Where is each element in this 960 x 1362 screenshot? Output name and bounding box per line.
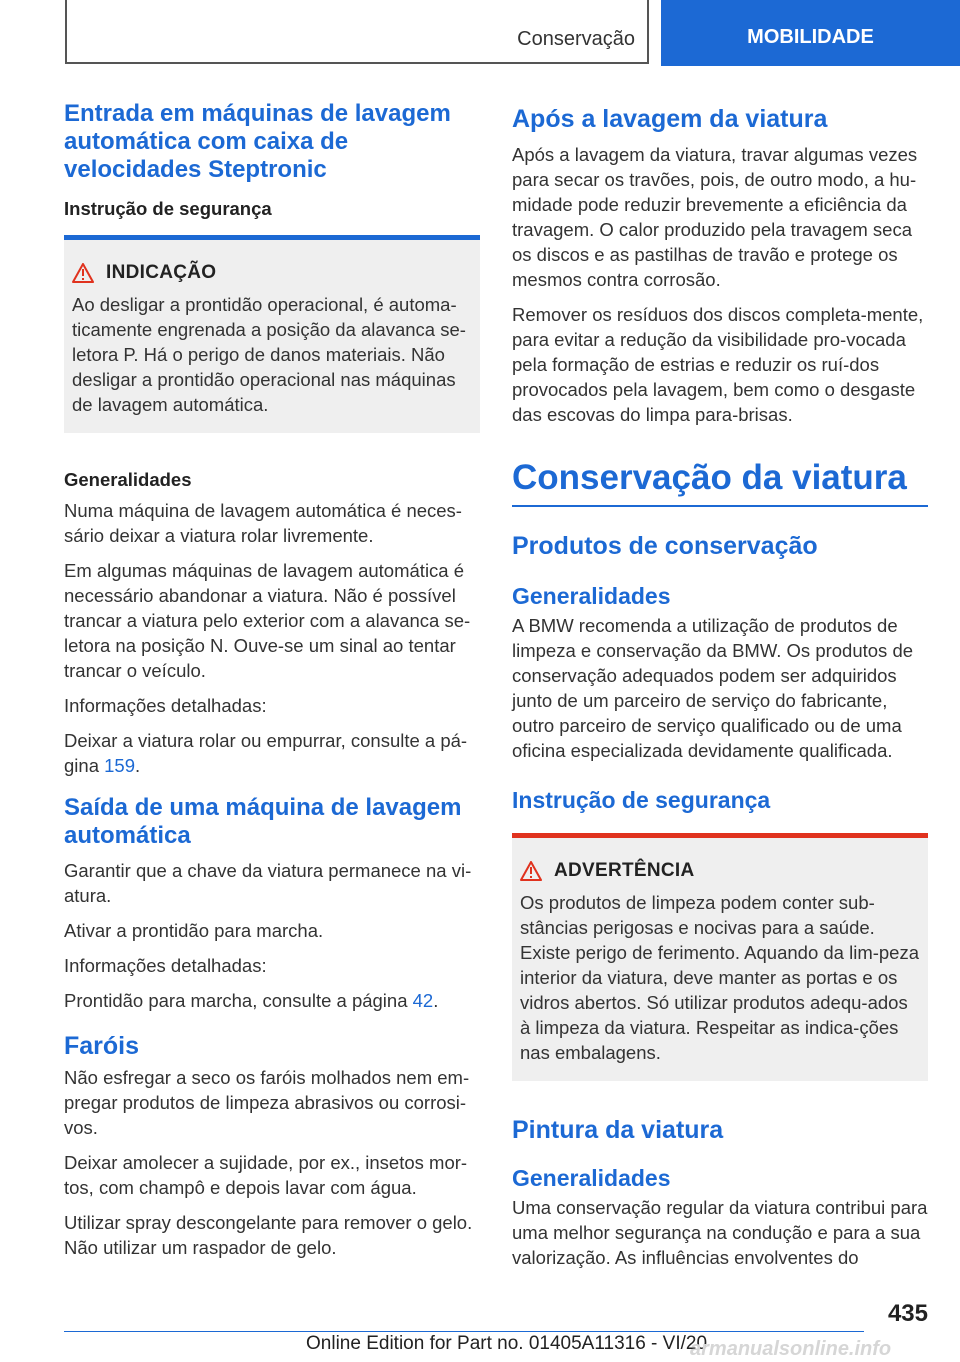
page-link-42[interactable]: 42 — [412, 990, 434, 1011]
notice-title: INDICAÇÃO — [106, 262, 217, 283]
paragraph: Garantir que a chave da viatura permanece na vi-atura. — [64, 860, 472, 906]
right-column — [512, 100, 928, 1280]
paragraph-text: Deixar a viatura rolar ou empurrar, consulte a pá-gina — [64, 730, 468, 776]
paragraph: Uma conservação regular da viatura contribui para uma melhor segurança na condução e para a sua valorização. As influências envolventes do — [512, 1197, 928, 1268]
notice-header — [72, 262, 472, 284]
heading-headlights: Faróis — [64, 1032, 140, 1060]
header-chapter-tab: MOBILIDADE — [661, 0, 960, 66]
heading-safety: Instrução de segurança — [512, 787, 771, 813]
edition-text: Online Edition for Part no. 01405A11316 - VI/20 — [306, 1333, 708, 1354]
paragraph: Deixar amolecer a sujidade, por ex., insetos mor-tos, com champô e depois lavar com água. — [64, 1152, 468, 1198]
heading-automatic-wash-entry: Entrada em máquinas de lavagem automática com caixa de velocidades Steptronic — [64, 100, 451, 183]
paragraph-with-link — [64, 988, 480, 1013]
warning-title: ADVERTÊNCIA — [554, 860, 695, 881]
warning-text: Os produtos de limpeza podem conter sub-stâncias perigosas e nocivas para a saúde. Existe perigo de ferimento. Aquando da lim-peza interior da viatura, deve manter as portas e os vidros abertos. Só utilizar produtos adequ-ados à limpeza da viatura. Respeitar as indica-ções nas embalagens. — [520, 892, 920, 1063]
heading-vehicle-care: Conservação da viatura — [512, 458, 907, 497]
warning-header — [520, 860, 920, 882]
paragraph: Ativar a prontidão para marcha. — [64, 920, 324, 941]
paragraph-with-link — [64, 728, 480, 778]
heading-after-washing: Após a lavagem da viatura — [512, 105, 828, 133]
paragraph: Após a lavagem da viatura, travar algumas vezes para secar os travões, pois, de outro modo, a hu-midade pode reduzir brevemente a eficiência da travagem. O calor produzido pela travagem seca os discos e as pastilhas de travão e protege os mesmos contra corrosão. — [512, 144, 918, 290]
heading-automatic-wash-exit: Saída de uma máquina de lavagem automática — [64, 794, 462, 849]
warning-triangle-icon — [520, 861, 542, 881]
subheading-general: Generalidades — [64, 469, 192, 490]
watermark: armanualsonline.info — [690, 1338, 892, 1360]
page-number: 435 — [887, 1300, 928, 1327]
warning-box — [512, 833, 928, 1081]
paragraph-text-end: . — [433, 990, 439, 1011]
paragraph: Remover os resíduos dos discos completa-mente, para evitar a redução da visibilidade pro-vocada pela formação de estrias e reduzir os ruí-dos provocados pela lavagem, bem como o desgaste das escovas do limpa para-brisas. — [512, 304, 924, 425]
subheading-safety: Instrução de segurança — [64, 198, 272, 219]
header-section-box — [65, 0, 649, 64]
footer-rule — [64, 1331, 864, 1332]
heading-general-paint: Generalidades — [512, 1165, 671, 1191]
heading-rule — [512, 505, 928, 507]
paragraph: Utilizar spray descongelante para remover o gelo. Não utilizar um raspador de gelo. — [64, 1212, 473, 1258]
paragraph-text-end: . — [135, 755, 141, 776]
page-link-159[interactable]: 159 — [104, 755, 135, 776]
header-section-title: Conservação — [517, 28, 635, 50]
paragraph-text: Prontidão para marcha, consulte a página — [64, 990, 413, 1011]
paragraph: Numa máquina de lavagem automática é neces-sário deixar a viatura rolar livremente. — [64, 500, 462, 546]
paragraph: A BMW recomenda a utilização de produtos de limpeza e conservação da BMW. Os produtos de conservação adequados podem ser adquiridos junto de um parceiro de serviço do fabricante, outro parceiro de serviço qualificado ou de uma oficina especializada devidamente qualificada. — [512, 615, 914, 761]
paragraph: Informações detalhadas: — [64, 695, 267, 716]
notice-box — [64, 235, 480, 433]
paragraph: Informações detalhadas: — [64, 955, 267, 976]
paragraph: Não esfregar a seco os faróis molhados nem em-pregar produtos de limpeza abrasivos ou corrosi-vos. — [64, 1067, 470, 1138]
notice-text: Ao desligar a prontidão operacional, é automa-ticamente engrenada a posição da alavanca se-letora P. Há o perigo de danos materiais. Não desligar a prontidão operacional nas máquinas de lavagem automática. — [72, 294, 466, 415]
heading-paintwork: Pintura da viatura — [512, 1116, 724, 1144]
left-column — [64, 100, 480, 1270]
heading-general: Generalidades — [512, 583, 671, 609]
warning-triangle-icon — [72, 263, 94, 283]
heading-care-products: Produtos de conservação — [512, 532, 818, 560]
paragraph: Em algumas máquinas de lavagem automática é necessário abandonar a viatura. Não é possível trancar a viatura pelo exterior com a alavanca se-letora na posição N. Ouve-se um sinal ao tentar trancar o veículo. — [64, 560, 471, 681]
